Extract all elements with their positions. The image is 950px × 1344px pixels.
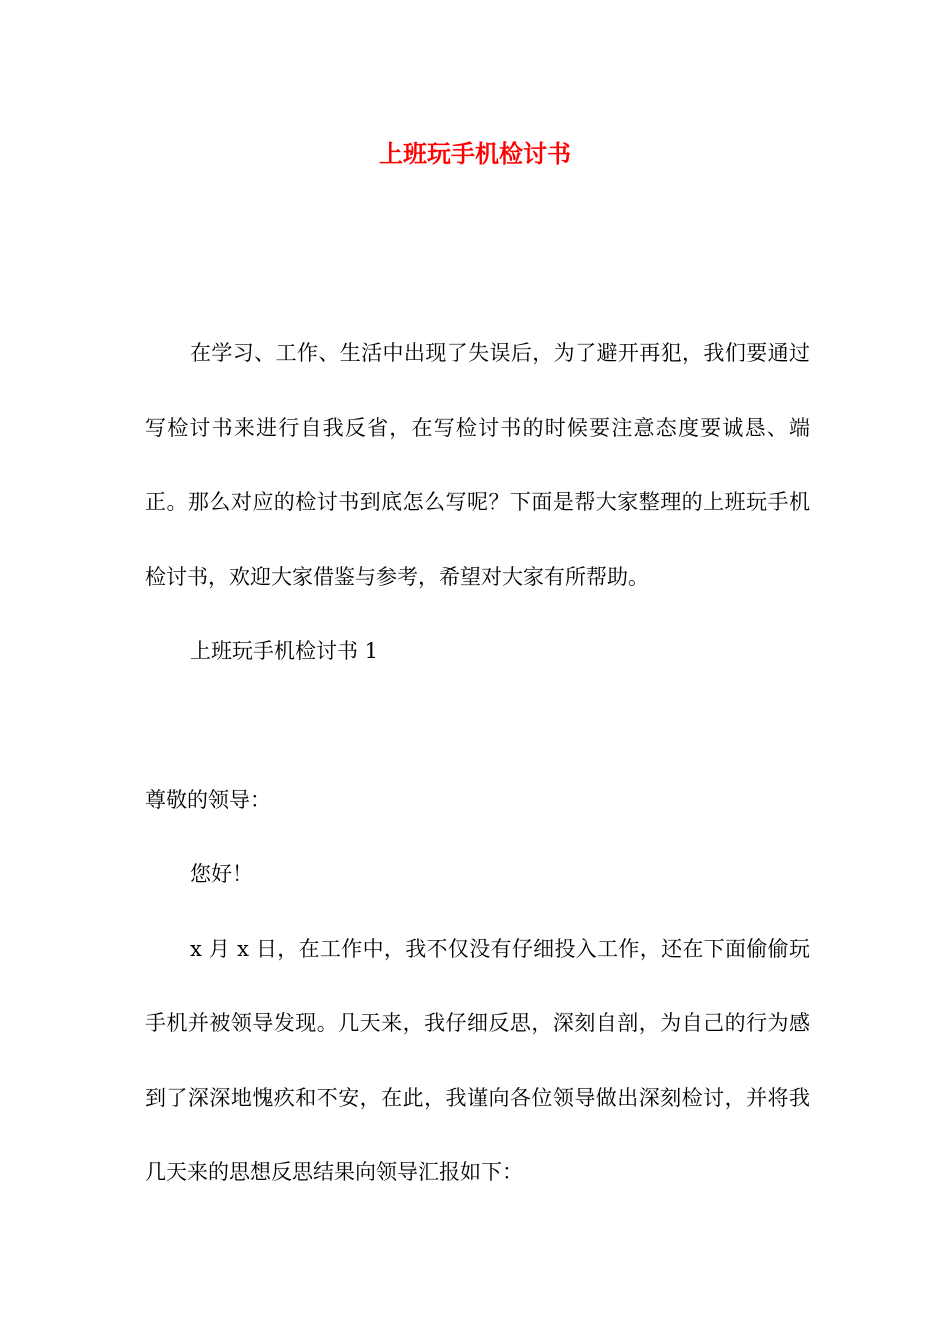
document-title: 上班玩手机检讨书 — [379, 139, 571, 168]
document-body — [145, 316, 810, 1210]
greeting: 您好！ — [190, 862, 253, 886]
intro-paragraph: 在学习、工作、生活中出现了失误后，为了避开再犯，我们要通过写检讨书来进行自我反省，在写检讨书的时候要注意态度要诚恳、端正。那么对应的检讨书到底怎么写呢？下面是帮大家整理的上班玩手机检讨书，欢迎大家借鉴与参考，希望对大家有所帮助。 — [145, 341, 810, 589]
salutation: 尊敬的领导： — [145, 787, 271, 812]
body-paragraph-1: x 月 x 日，在工作中，我不仅没有仔细投入工作，还在下面偷偷玩手机并被领导发现。几天来，我仔细反思，深刻自剖，为自己的行为感到了深深地愧疚和不安，在此，我谨向各位领导做出深刻检讨，并将我几天来的思想反思结果向领导汇报如下： — [145, 936, 810, 1184]
section-heading: 上班玩手机检讨书 1 — [190, 639, 379, 663]
